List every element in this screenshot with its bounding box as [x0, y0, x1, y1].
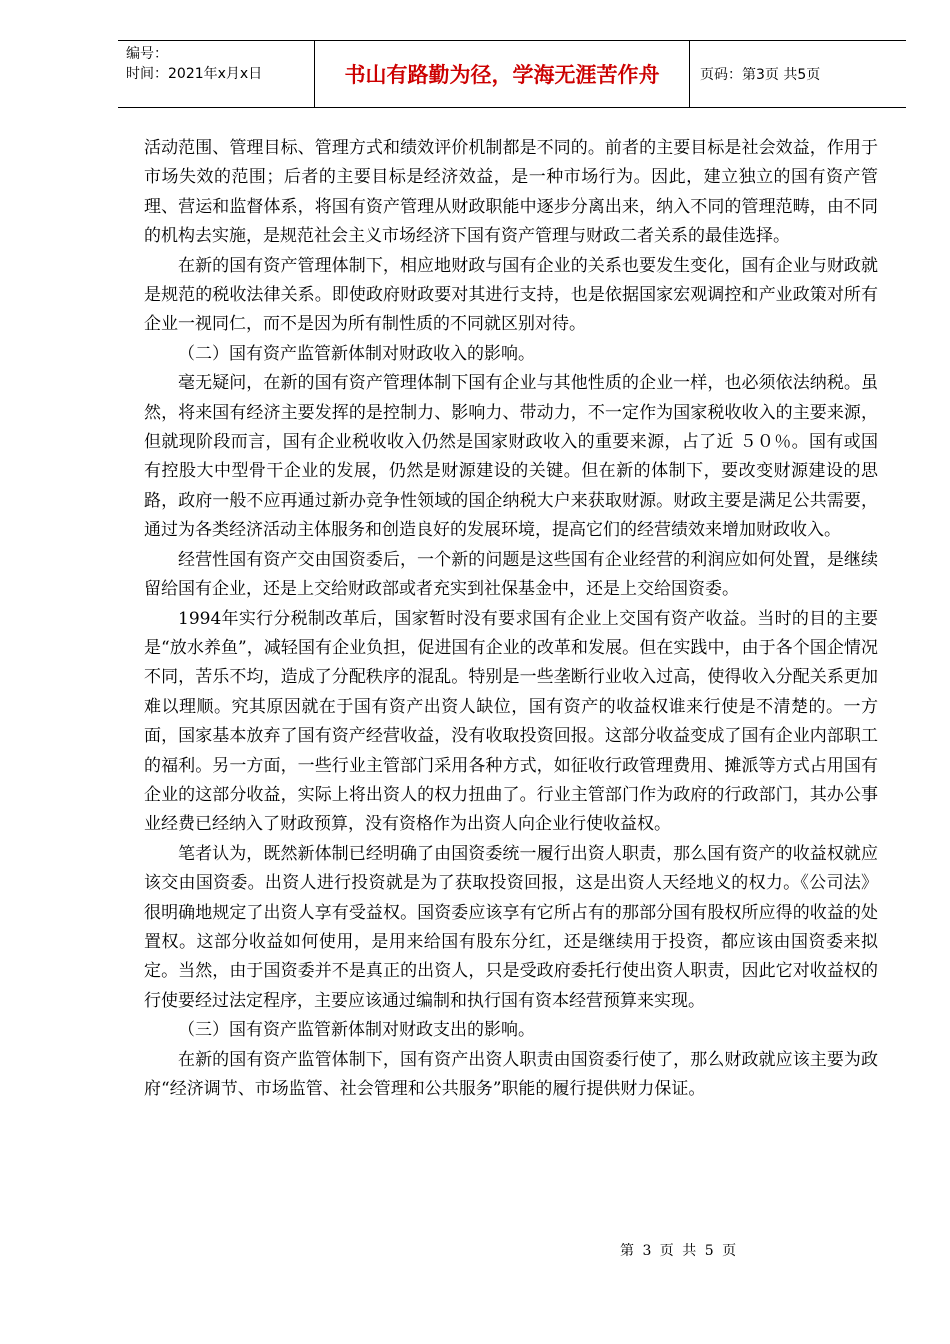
document-time-label: 时间：2021年x月x日 — [126, 66, 263, 82]
page-footer: 第 3 页 共 5 页 — [620, 1243, 739, 1259]
paragraph: 在新的国有资产监管体制下，国有资产出资人职责由国资委行使了，那么财政就应该主要为政府“经济调节、市场监管、社会管理和公共服务”职能的履行提供财力保证。 — [144, 1049, 878, 1099]
paragraph: 在新的国有资产管理体制下，相应地财政与国有企业的关系也要发生变化，国有企业与财政就是规范的税收法律关系。即使政府财政要对其进行支持，也是依据国家宏观调控和产业政策对所有企业一视同仁，而不是因为所有制性质的不同就区别对待。 — [144, 255, 878, 335]
page-header — [118, 40, 906, 108]
paragraph: 毫无疑问，在新的国有资产管理体制下国有企业与其他性质的企业一样，也必须依法纳税。虽然，将来国有经济主要发挥的是控制力、影响力、带动力，不一定作为国家税收收入的主要来源，但就现阶段而言，国有企业税收收入仍然是国家财政收入的重要来源，占了近 ５０％。国有或国有控股大中型骨干企业的发展，仍然是财源建设的关键。但在新的体制下，要改变财源建设的思路，政府一般不应再通过新办竞争性领域的国企纳税大户来获取财源。财政主要是满足公共需要，通过为各类经济活动主体服务和创造良好的发展环境，提高它们的经营绩效来增加财政收入。 — [144, 373, 878, 541]
document-body — [144, 134, 878, 1104]
section-heading: （二）国有资产监管新体制对财政收入的影响。 — [178, 343, 535, 364]
paragraph: 经营性国有资产交由国资委后，一个新的问题是这些国有企业经营的利润应如何处置，是继续留给国有企业，还是上交给财政部或者充实到社保基金中，还是上交给国资委。 — [144, 549, 878, 600]
header-meta — [118, 41, 315, 107]
header-motto: 书山有路勤为径，学海无涯苦作舟 — [315, 41, 690, 107]
paragraph: 笔者认为，既然新体制已经明确了由国资委统一履行出资人职责，那么国有资产的收益权就应该交由国资委。出资人进行投资就是为了获取投资回报，这是出资人天经地义的权力。《公司法》很明确地规定了出资人享有受益权。国资委应该享有它所占有的那部分国有股权所应得的收益的处置权。这部分收益如何使用，是用来给国有股东分红，还是继续用于投资，都应该由国资委来拟定。当然，由于国资委并不是真正的出资人，只是受政府委托行使出资人职责，因此它对收益权的行使要经过法定程序，主要应该通过编制和执行国有资本经营预算来实现。 — [144, 843, 878, 1011]
paragraph: 1994年实行分税制改革后，国家暂时没有要求国有企业上交国有资产收益。当时的目的主要是“放水养鱼”，减轻国有企业负担，促进国有企业的改革和发展。但在实践中，由于各个国企情况不同，苦乐不均，造成了分配秩序的混乱。特别是一些垄断行业收入过高，使得收入分配关系更加难以理顺。究其原因就在于国有资产出资人缺位，国有资产的收益权谁来行使是不清楚的。一方面，国家基本放弃了国有资产经营收益，没有收取投资回报。这部分收益变成了国有企业内部职工的福利。另一方面，一些行业主管部门采用各种方式，如征收行政管理费用、摊派等方式占用国有企业的这部分收益，实际上将出资人的权力扭曲了。行业主管部门作为政府的行政部门，其办公事业经费已经纳入了财政预算，没有资格作为出资人向企业行使收益权。 — [144, 608, 878, 835]
paragraph: 活动范围、管理目标、管理方式和绩效评价机制都是不同的。前者的主要目标是社会效益，作用于市场失效的范围；后者的主要目标是经济效益，是一种市场行为。因此，建立独立的国有资产管理、营运和监督体系，将国有资产管理从财政职能中逐步分离出来，纳入不同的管理范畴，由不同的机构去实施，是规范社会主义市场经济下国有资产管理与财政二者关系的最佳选择。 — [144, 138, 878, 247]
document-code-label: 编号： — [126, 46, 168, 62]
section-heading: （三）国有资产监管新体制对财政支出的影响。 — [178, 1020, 535, 1041]
header-page-label: 页码：第3页 共5页 — [700, 67, 821, 83]
